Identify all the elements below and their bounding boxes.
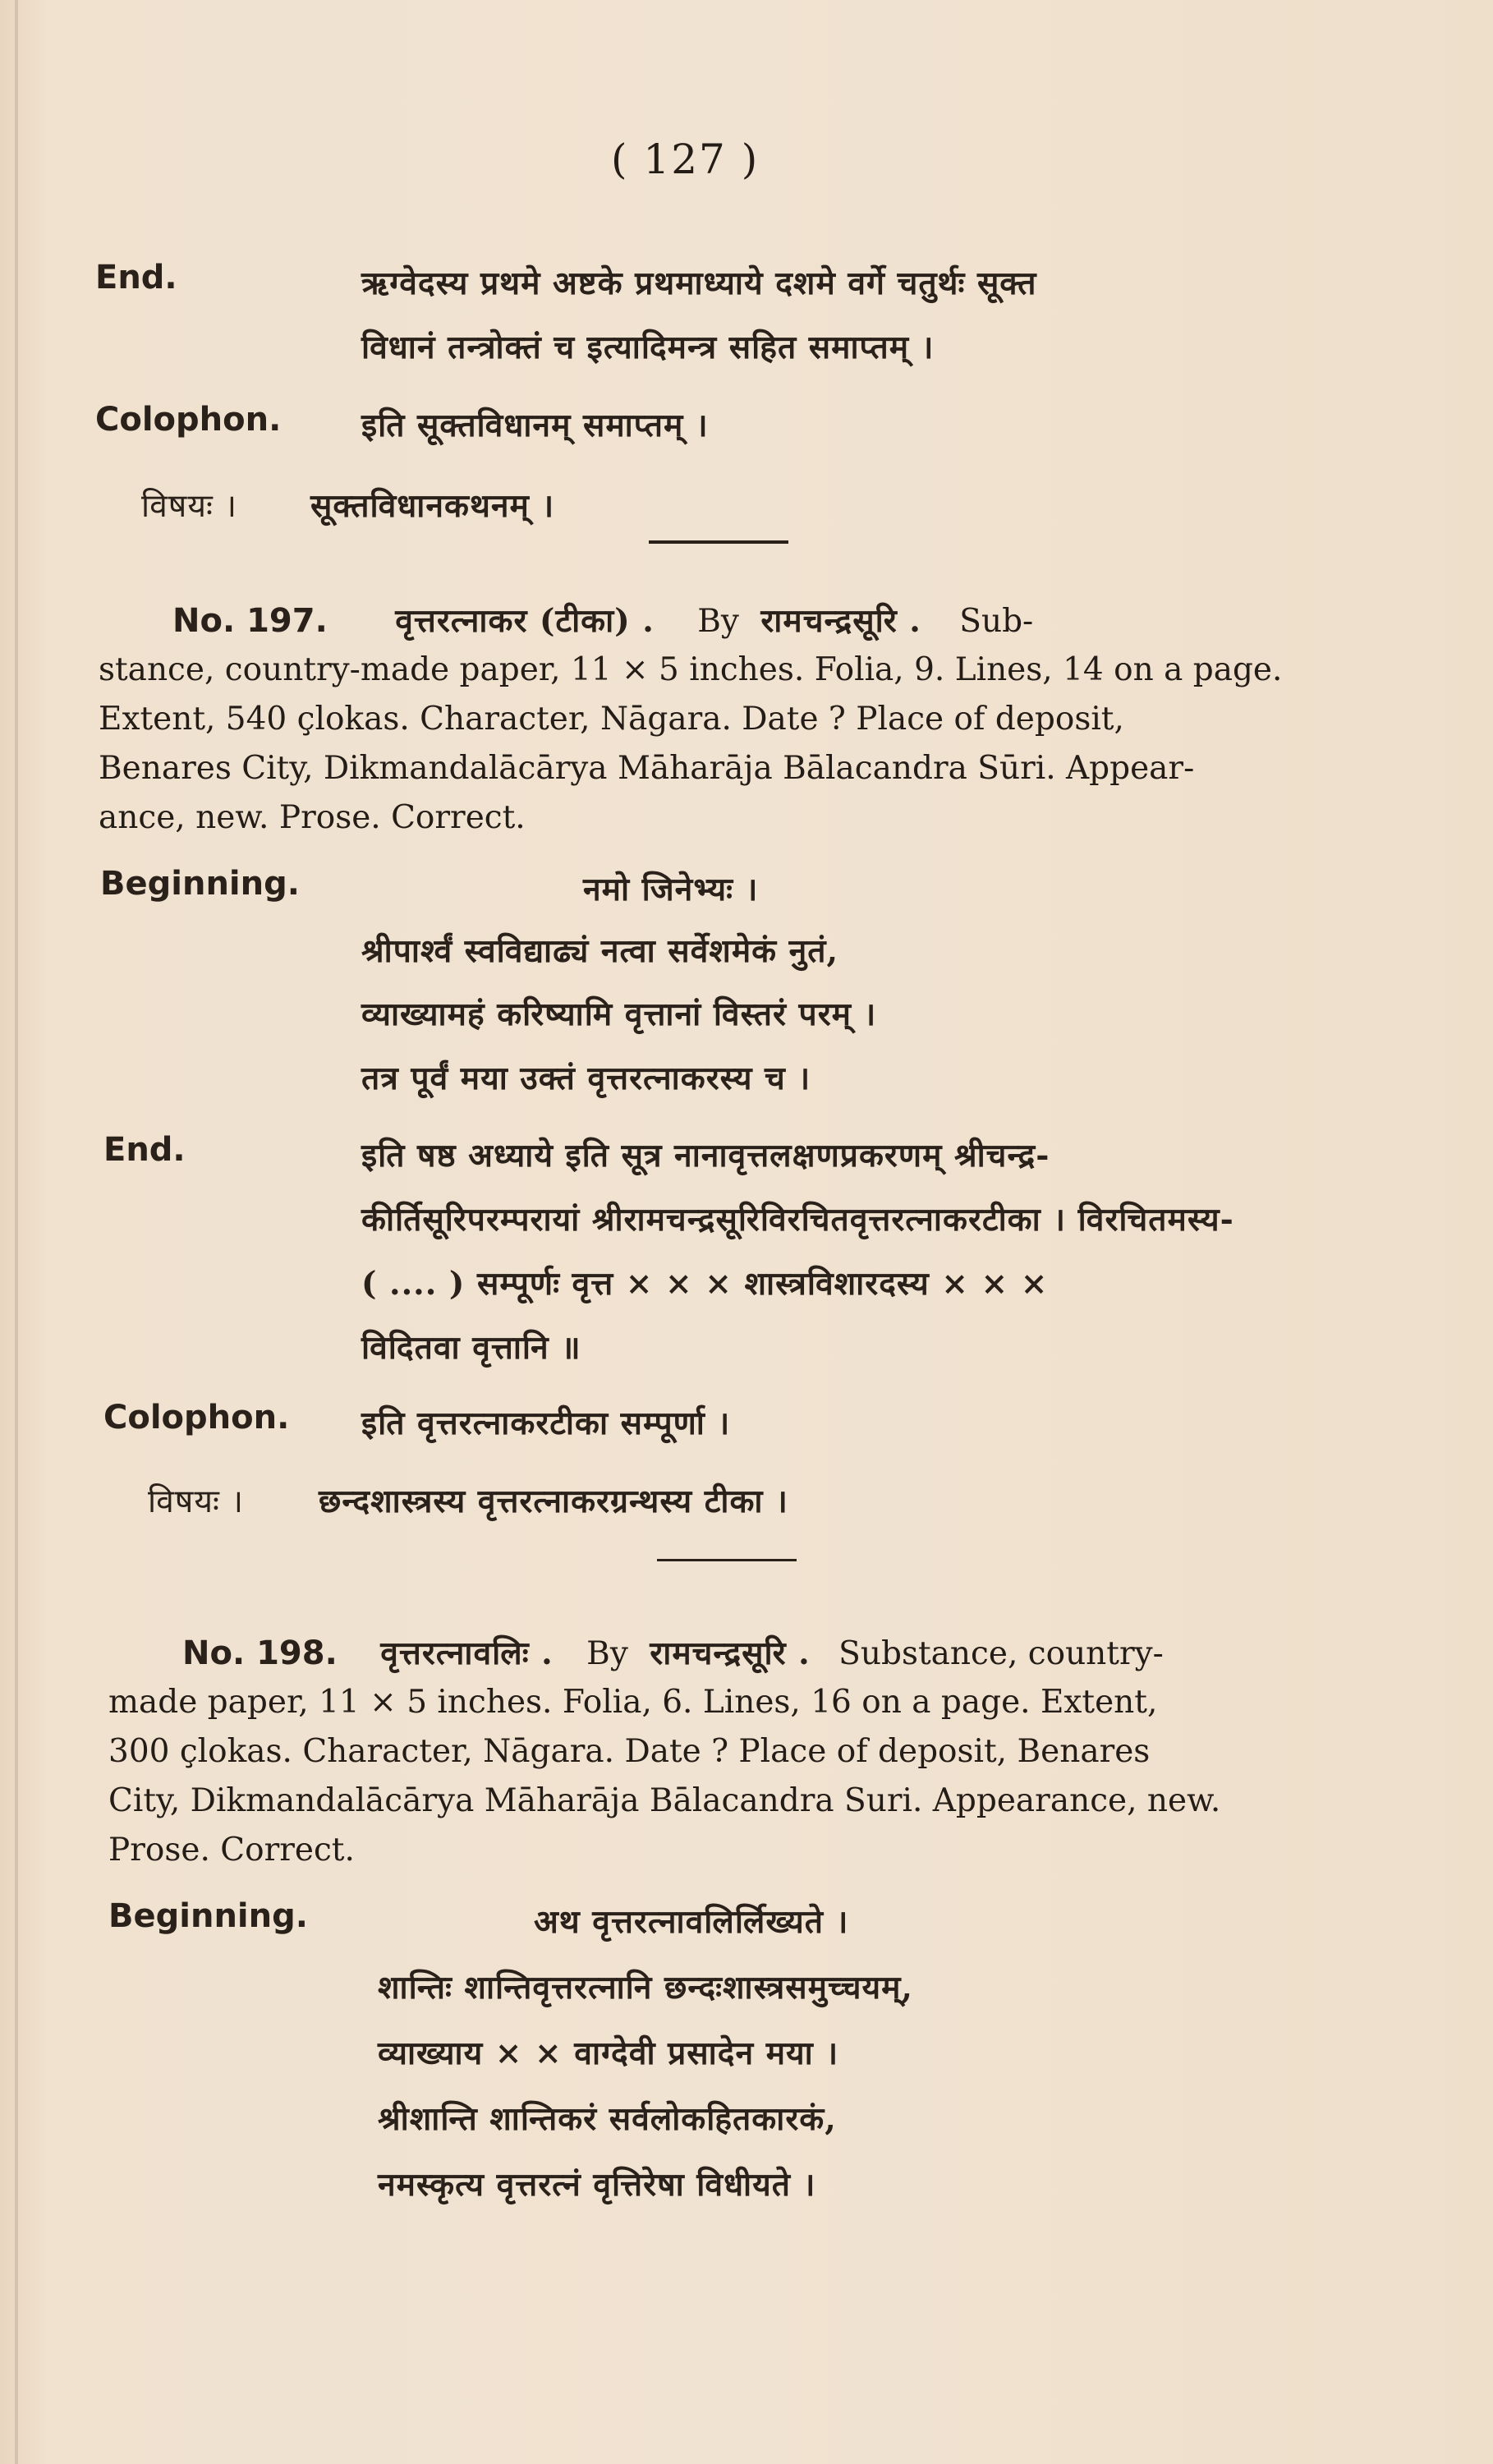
beginning-label-197: Beginning. (100, 865, 300, 903)
end-197-4: विदितवा वृत्तानि ॥ (361, 1329, 581, 1367)
entry-198-number: No. 198. (182, 1634, 338, 1672)
section-divider-2 (657, 1559, 797, 1561)
subject-text-196: सूक्तविधानकथनम् । (310, 487, 555, 525)
beginning-197-3: व्याख्यामहं करिष्यामि वृत्तानां विस्तरं परम् । (361, 995, 877, 1033)
page-edge-shadow (15, 0, 18, 2464)
section-divider (649, 540, 788, 544)
beginning-label-198: Beginning. (108, 1897, 308, 1935)
beginning-197-1: नमो जिनेभ्यः । (583, 871, 759, 908)
entry-197-author: रामचन्द्रसूरि . (760, 602, 921, 640)
entry-198-desc-3: 300 çlokas. Character, Nāgara. Date ? Place of deposit, Benares (108, 1733, 1151, 1770)
entry-198-title: वृत्तरत्नावलिः . (380, 1634, 554, 1672)
entry-198-by: By (586, 1635, 628, 1672)
entry-198-desc-5: Prose. Correct. (108, 1832, 355, 1869)
entry-197-desc-3: Extent, 540 çlokas. Character, Nāgara. Date ? Place of deposit, (99, 701, 1124, 738)
end-197-1: इति षष्ठ अध्याये इति सूत्र नानावृत्तलक्षणप्रकरणम् श्रीचन्द्र- (361, 1137, 1050, 1175)
entry-197-header (172, 598, 1033, 641)
colophon-text-196: इति सूक्तविधानम् समाप्तम् । (361, 407, 709, 444)
entry-198-desc-start: Substance, country- (838, 1635, 1164, 1672)
subject-label-196: विषयः । (141, 488, 238, 525)
entry-197-by: By (697, 603, 739, 640)
end-197-3: ( .... ) सम्पूर्णः वृत्त × × × शास्त्रविशारदस्य × × × (361, 1265, 1049, 1303)
beginning-197-2: श्रीपार्श्वं स्वविद्याढ्यं नत्वा सर्वेशमेकं नुतं, (361, 932, 839, 970)
beginning-198-2: शान्तिः शान्तिवृत्तरत्नानि छन्दःशास्त्रसमुच्चयम्, (378, 1969, 913, 2007)
entry-198-author: रामचन्द्रसूरि . (650, 1634, 811, 1672)
beginning-198-1: अथ वृत्तरत्नावलिर्लिख्यते । (534, 1903, 849, 1941)
colophon-text-197: इति वृत्तरत्नाकरटीका सम्पूर्णा । (361, 1404, 731, 1442)
entry-198-desc-2: made paper, 11 × 5 inches. Folia, 6. Lines, 16 on a page. Extent, (108, 1684, 1158, 1721)
entry-197-desc-start: Sub- (959, 603, 1034, 640)
entry-198-header (182, 1630, 1164, 1674)
end-197-2: कीर्तिसूरिपरम्परायां श्रीरामचन्द्रसूरिविरचितवृत्तरत्नाकरटीका । विरचितमस्य- (361, 1201, 1234, 1239)
end-line-196-1: ऋग्वेदस्य प्रथमे अष्टके प्रथमाध्याये दशमे वर्गे चतुर्थः सूक्त (361, 264, 1037, 302)
colophon-label-197: Colophon. (103, 1399, 290, 1437)
end-line-196-2: विधानं तन्त्रोक्तं च इत्यादिमन्त्र सहित समाप्तम् । (361, 329, 935, 366)
entry-197-number: No. 197. (172, 602, 328, 640)
page-number: ( 127 ) (611, 136, 760, 183)
entry-197-desc-2: stance, country-made paper, 11 × 5 inches. Folia, 9. Lines, 14 on a page. (99, 651, 1283, 688)
beginning-197-4: तत्र पूर्वं मया उक्तं वृत्तरत्नाकरस्य च । (361, 1060, 811, 1097)
subject-text-197: छन्दशास्त्रस्य वृत्तरत्नाकरग्रन्थस्य टीका । (319, 1483, 788, 1520)
end-label-196: End. (95, 259, 177, 297)
entry-197-title: वृत्तरत्नाकर (टीका) . (395, 602, 655, 640)
subject-label-197: विषयः । (148, 1483, 245, 1520)
entry-197-desc-5: ance, new. Prose. Correct. (99, 799, 526, 836)
beginning-198-3: व्याख्याय × × वाग्देवी प्रसादेन मया । (378, 2034, 839, 2072)
colophon-label-196: Colophon. (95, 401, 282, 439)
beginning-198-5: नमस्कृत्य वृत्तरत्नं वृत्तिरेषा विधीयते । (378, 2166, 816, 2204)
end-label-197: End. (103, 1131, 186, 1169)
beginning-198-4: श्रीशान्ति शान्तिकरं सर्वलोकहितकारकं, (378, 2100, 837, 2138)
entry-197-desc-4: Benares City, Dikmandalācārya Māharāja Bālacandra Sūri. Appear- (99, 750, 1195, 787)
entry-198-desc-4: City, Dikmandalācārya Māharāja Bālacandra Suri. Appearance, new. (108, 1782, 1221, 1819)
